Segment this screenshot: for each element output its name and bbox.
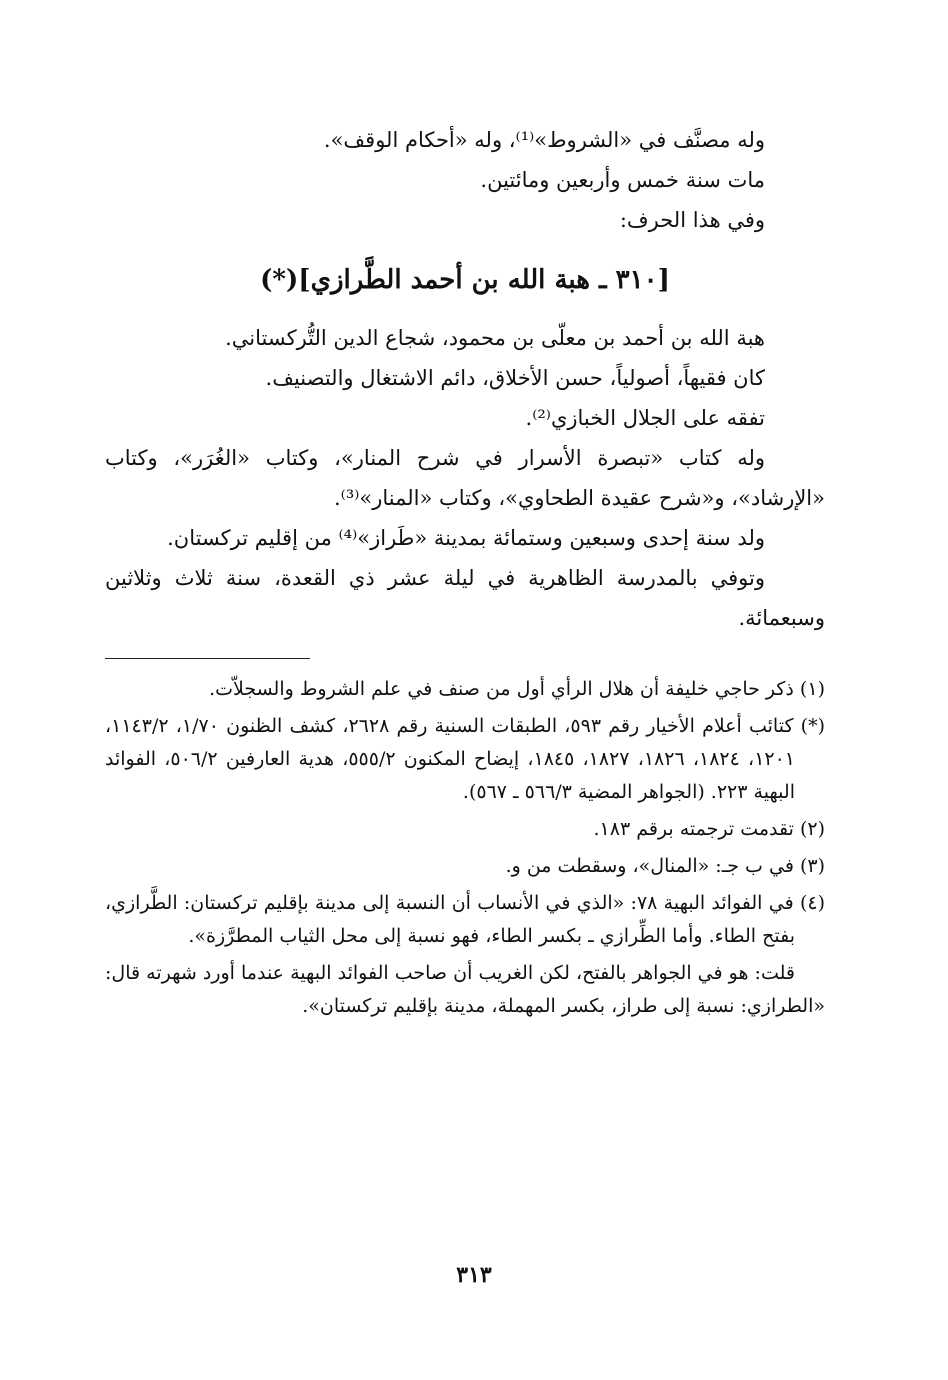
footnote: (٤) في الفوائد البهية ٧٨: «الذي في الأنساب أن النسبة إلى مدينة بإقليم تركستان: الطَّرازي، بفتح الطاء. وأما الطِّرازي ـ بكسر الطاء، فهو نسبة إلى محل الثياب المطرَّزة».: [105, 892, 825, 947]
page-number: ٣١٣: [456, 1262, 492, 1288]
entry-body: [105, 318, 825, 638]
entry-paragraph: تفقه على الجلال الخبازي⁽²⁾.: [525, 406, 765, 430]
entry-paragraph: هبة الله بن أحمد بن معلّى بن محمود، شجاع الدين التُّركستاني.: [225, 326, 765, 350]
intro-line: وفي هذا الحرف:: [619, 208, 765, 232]
footnote: (٣) في ب جـ: «المنال»، وسقطت من و.: [505, 855, 825, 877]
footnote: (١) ذكر حاجي خليفة أن هلال الرأي أول من صنف في علم الشروط والسجلاّت.: [209, 678, 825, 700]
entry-paragraph: وله كتاب «تبصرة الأسرار في شرح المنار»، وكتاب «الغُرَر»، وكتاب «الإرشاد»، و«شرح عقيدة الطحاوي»، وكتاب «المنار»⁽³⁾.: [105, 446, 825, 510]
footnote: (*) كتائب أعلام الأخيار رقم ٥٩٣، الطبقات السنية رقم ٢٦٢٨، كشف الظنون ١/٧٠، ١١٤٣/٢، ١٢٠١، ١٨٢٤، ١٨٢٦، ١٨٢٧، ١٨٤٥، إيضاح المكنون ٥٥٥/٢، هدية العارفين ٥٠٦/٢، الفوائد البهية ٢٢٣. (الجواهر المضية ٥٦٦/٣ ـ ٥٦٧).: [105, 715, 825, 803]
entry-paragraph: ولد سنة إحدى وسبعين وستمائة بمدينة «طَراز»⁽⁴⁾ من إقليم تركستان.: [167, 526, 765, 550]
footnote-divider: [105, 658, 310, 659]
footnote: (٢) تقدمت ترجمته برقم ١٨٣.: [593, 818, 825, 840]
entry-paragraph: وتوفي بالمدرسة الظاهرية في ليلة عشر ذي القعدة، سنة ثلاث وثلاثين وسبعمائة.: [105, 566, 825, 630]
page-body: [105, 120, 825, 1023]
intro-line: وله مصنَّف في «الشروط»⁽¹⁾، وله «أحكام الوقف».: [323, 128, 765, 152]
footnote-remark: قلت: هو في الجواهر بالفتح، لكن الغريب أن صاحب الفوائد البهية عندما أورد شهرته قال: «الطرازي: نسبة إلى طراز، بكسر المهملة، مدينة بإقليم تركستان».: [105, 962, 825, 1017]
footnotes: [105, 673, 825, 1023]
intro-section: [105, 120, 825, 240]
entry-heading: [٣١٠ ـ هبة الله بن أحمد الطَّرازي](*): [260, 265, 670, 295]
intro-line: مات سنة خمس وأربعين ومائتين.: [480, 168, 765, 192]
entry-paragraph: كان فقيهاً، أصولياً، حسن الأخلاق، دائم الاشتغال والتصنيف.: [265, 366, 765, 390]
